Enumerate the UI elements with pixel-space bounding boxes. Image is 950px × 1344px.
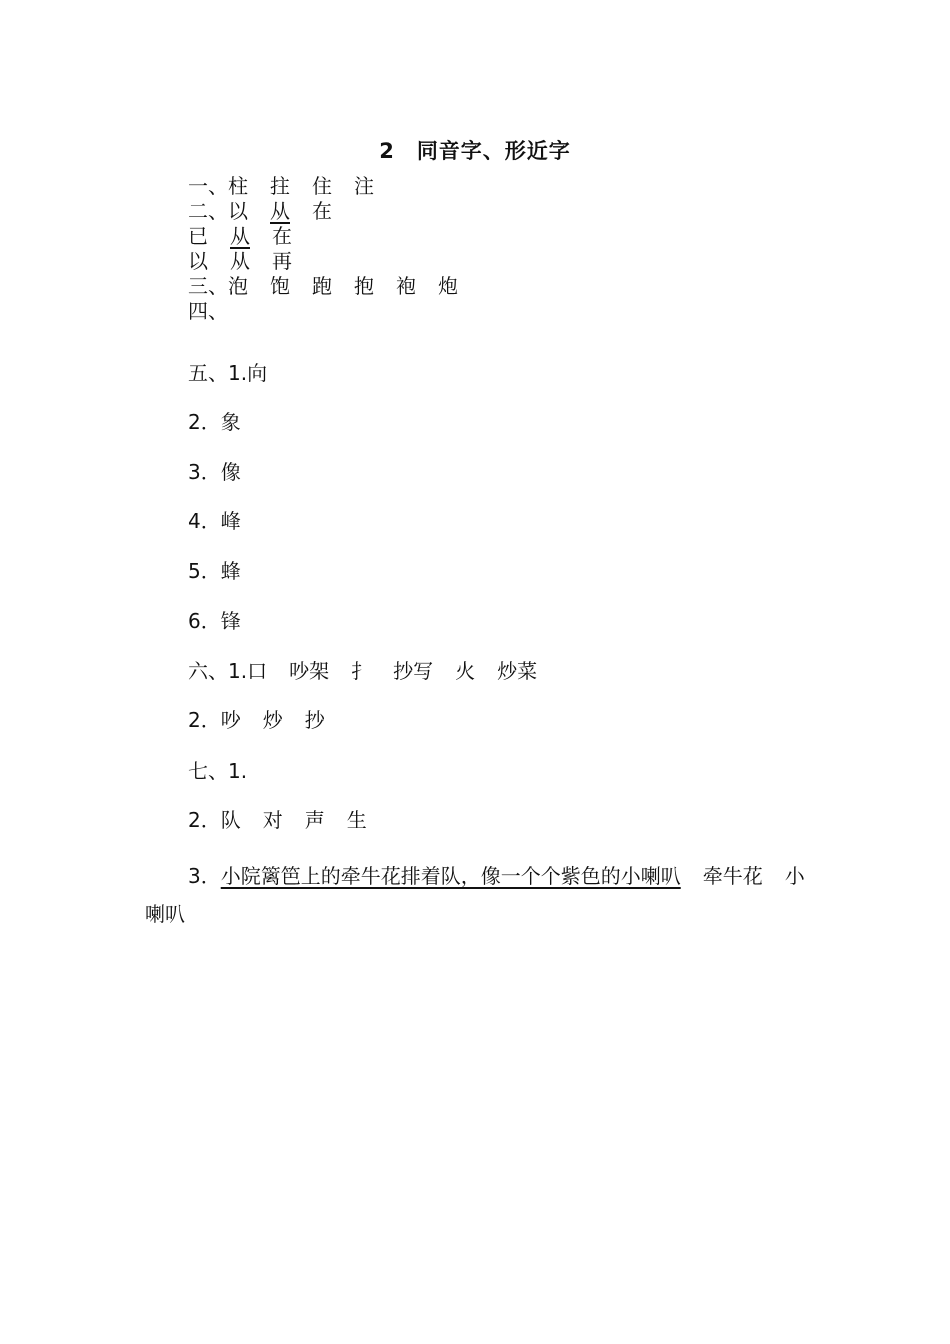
answer-text: 七、1. — [188, 759, 248, 783]
answer-char: 从 — [230, 249, 250, 273]
section-5-item — [188, 558, 241, 584]
answer-text: 牵牛花 — [702, 864, 763, 888]
section-7-item-2 — [188, 807, 367, 833]
section-1-label: 一、 — [188, 174, 228, 198]
section-5-item — [188, 608, 241, 634]
answer-char: 在 — [272, 224, 292, 248]
answer-char: 从 — [230, 224, 250, 248]
section-7-item-3 — [145, 857, 815, 933]
answer-char: 拄 — [270, 174, 290, 198]
section-5-item — [188, 409, 241, 435]
answer-text: 小喇叭 — [145, 864, 805, 926]
answer-text: 4．峰 — [188, 509, 241, 533]
section-4 — [188, 298, 228, 324]
answer-char: 泡 — [228, 274, 248, 298]
answer-text: 对 — [262, 808, 283, 832]
answer-text: 扌 — [351, 659, 372, 683]
section-2-label: 二、 — [188, 199, 228, 223]
underlined-sentence: 小院篱笆上的牵牛花排着队，像一个个紫色的小喇叭 — [220, 864, 681, 888]
section-2-row-1 — [188, 198, 332, 224]
answer-char: 在 — [312, 199, 332, 223]
answer-char: 柱 — [228, 174, 248, 198]
answer-char: 炮 — [438, 274, 458, 298]
answer-char: 以 — [228, 199, 248, 223]
answer-text: 6．锋 — [188, 609, 241, 633]
section-6-item-2 — [188, 707, 325, 733]
answer-text: 2．队 — [188, 808, 241, 832]
page-title — [0, 135, 950, 165]
answer-text: 六、1.口 — [188, 659, 268, 683]
answer-char: 再 — [272, 249, 292, 273]
answer-char: 以 — [188, 249, 208, 273]
answer-text: 吵架 — [289, 659, 330, 683]
answer-char: 注 — [354, 174, 374, 198]
answer-text: 2．象 — [188, 410, 241, 434]
section-5-item — [188, 459, 241, 485]
section-3 — [188, 273, 458, 299]
section-6-item-1 — [188, 658, 537, 684]
answer-char: 抱 — [354, 274, 374, 298]
section-2-row-3 — [188, 248, 292, 274]
section-7-item-1 — [188, 758, 247, 784]
answer-char: 住 — [312, 174, 332, 198]
section-2-row-2 — [188, 223, 292, 249]
section-5-item — [188, 508, 241, 534]
title-number: 2 — [379, 139, 395, 163]
answer-char: 已 — [188, 224, 208, 248]
section-4-label: 四、 — [188, 299, 228, 323]
answer-text: 2．吵 — [188, 708, 241, 732]
section-1 — [188, 173, 374, 199]
section-5-item — [188, 360, 267, 386]
answer-text: 炒菜 — [497, 659, 538, 683]
answer-text: 抄 — [304, 708, 325, 732]
answer-text: 炒 — [262, 708, 283, 732]
answer-char: 跑 — [312, 274, 332, 298]
answer-char: 从 — [270, 199, 290, 223]
answer-text: 3．像 — [188, 460, 241, 484]
answer-text: 5．蜂 — [188, 559, 241, 583]
answer-number: 3． — [188, 864, 221, 888]
answer-char: 袍 — [396, 274, 416, 298]
section-3-label: 三、 — [188, 274, 228, 298]
answer-text: 火 — [455, 659, 476, 683]
answer-text: 五、1.向 — [188, 361, 268, 385]
answer-text: 生 — [346, 808, 367, 832]
answer-char: 饱 — [270, 274, 290, 298]
answer-text: 抄写 — [393, 659, 434, 683]
title-text: 同音字、形近字 — [416, 139, 571, 163]
answer-text: 声 — [304, 808, 325, 832]
